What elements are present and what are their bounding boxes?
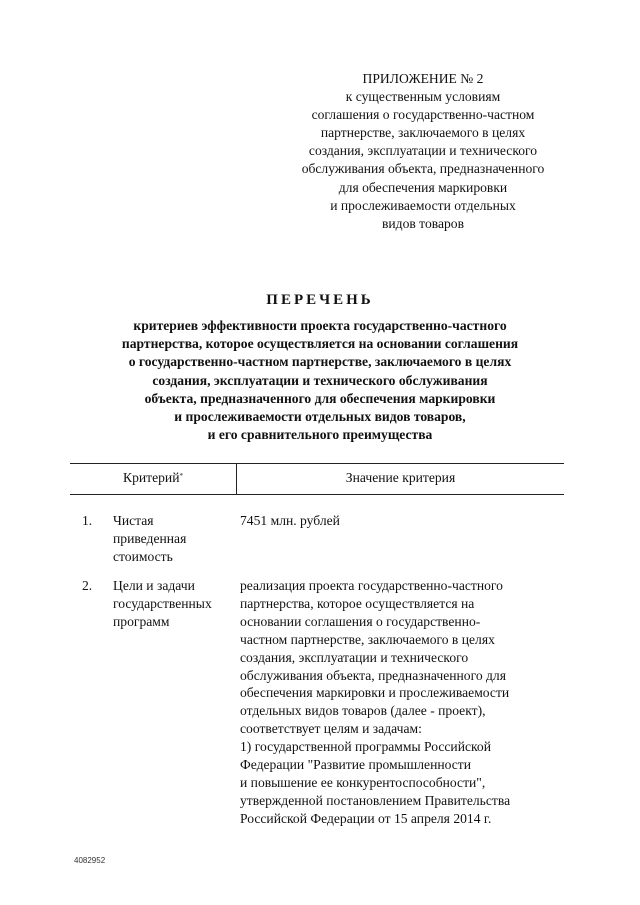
subtitle-line: и его сравнительного преимущества (207, 427, 433, 443)
appendix-header (288, 70, 558, 233)
appendix-line: обслуживания объекта, предназначенного (301, 161, 545, 177)
value-line: основании соглашения о государственно- (240, 613, 481, 629)
subtitle-line: и прослеживаемости отдельных видов товаров, (174, 409, 466, 425)
value-line: создания, эксплуатации и технического (240, 649, 469, 665)
value-line: соответствует целям и задачам: (240, 721, 422, 737)
value-line: обеспечения маркировки и прослеживаемости (240, 685, 510, 701)
appendix-line: соглашения о государственно-частном (311, 107, 535, 123)
value-line: реализация проекта государственно-частного (240, 578, 503, 593)
value-line: отдельных видов товаров (далее - проект), (240, 703, 486, 719)
criterion-line: Чистая (113, 513, 154, 528)
value-line: 1) государственной программы Российской (240, 739, 492, 755)
row-number: 1. (82, 513, 93, 528)
value-line: Российской Федерации от 15 апреля 2014 г. (240, 810, 492, 826)
document-code: 4082952 (74, 856, 106, 865)
footnote-mark: * (179, 472, 183, 480)
value-line: Федерации "Развитие промышленности (240, 757, 472, 773)
row-value (240, 577, 570, 828)
row-number: 2. (82, 578, 93, 593)
table-header-bottom-rule (70, 494, 564, 495)
value-line: обслуживания объекта, предназначенного для (240, 667, 506, 683)
criterion-line: государственных (113, 595, 212, 611)
criterion-line: программ (113, 613, 170, 629)
value-line: частном партнерстве, заключаемого в целях (240, 631, 495, 647)
appendix-line: создания, эксплуатации и технического (308, 143, 538, 159)
table-top-rule (70, 463, 564, 464)
subtitle-line: объекта, предназначенного для обеспечения маркировки (144, 390, 496, 406)
value-line: и повышение ее конкурентоспособности", (240, 774, 486, 790)
appendix-line: к существенным условиям (345, 89, 501, 105)
appendix-line: для обеспечения маркировки (338, 179, 508, 195)
row-criterion (113, 512, 235, 566)
column-header-value: Значение критерия (345, 470, 456, 485)
subtitle-line: критериев эффективности проекта государственно-частного (133, 318, 507, 333)
appendix-line: и прослеживаемости отдельных (330, 197, 516, 213)
appendix-line: партнерстве, заключаемого в целях (320, 125, 526, 141)
subtitle-line: о государственно-частном партнерстве, заключаемого в целях (128, 354, 512, 370)
value-line: партнерства, которое осуществляется на (240, 595, 475, 611)
criterion-line: стоимость (113, 548, 173, 564)
criterion-line: Цели и задачи (113, 578, 195, 593)
row-value (240, 512, 570, 530)
appendix-title: ПРИЛОЖЕНИЕ № 2 (362, 71, 484, 86)
criterion-line: приведенная (113, 530, 187, 546)
document-title: ПЕРЕЧЕНЬ (266, 292, 374, 308)
subtitle-line: партнерства, которое осуществляется на основании соглашения (121, 336, 519, 352)
value-line: утвержденной постановлением Правительства (240, 792, 511, 808)
row-criterion (113, 577, 235, 631)
subtitle-line: создания, эксплуатации и технического обслуживания (152, 372, 488, 388)
column-header-criterion (70, 469, 236, 487)
appendix-line: видов товаров (381, 215, 465, 231)
document-subtitle (70, 317, 570, 444)
column-header-criterion-label: Критерий (123, 470, 180, 485)
value-line: 7451 млн. рублей (240, 513, 340, 528)
